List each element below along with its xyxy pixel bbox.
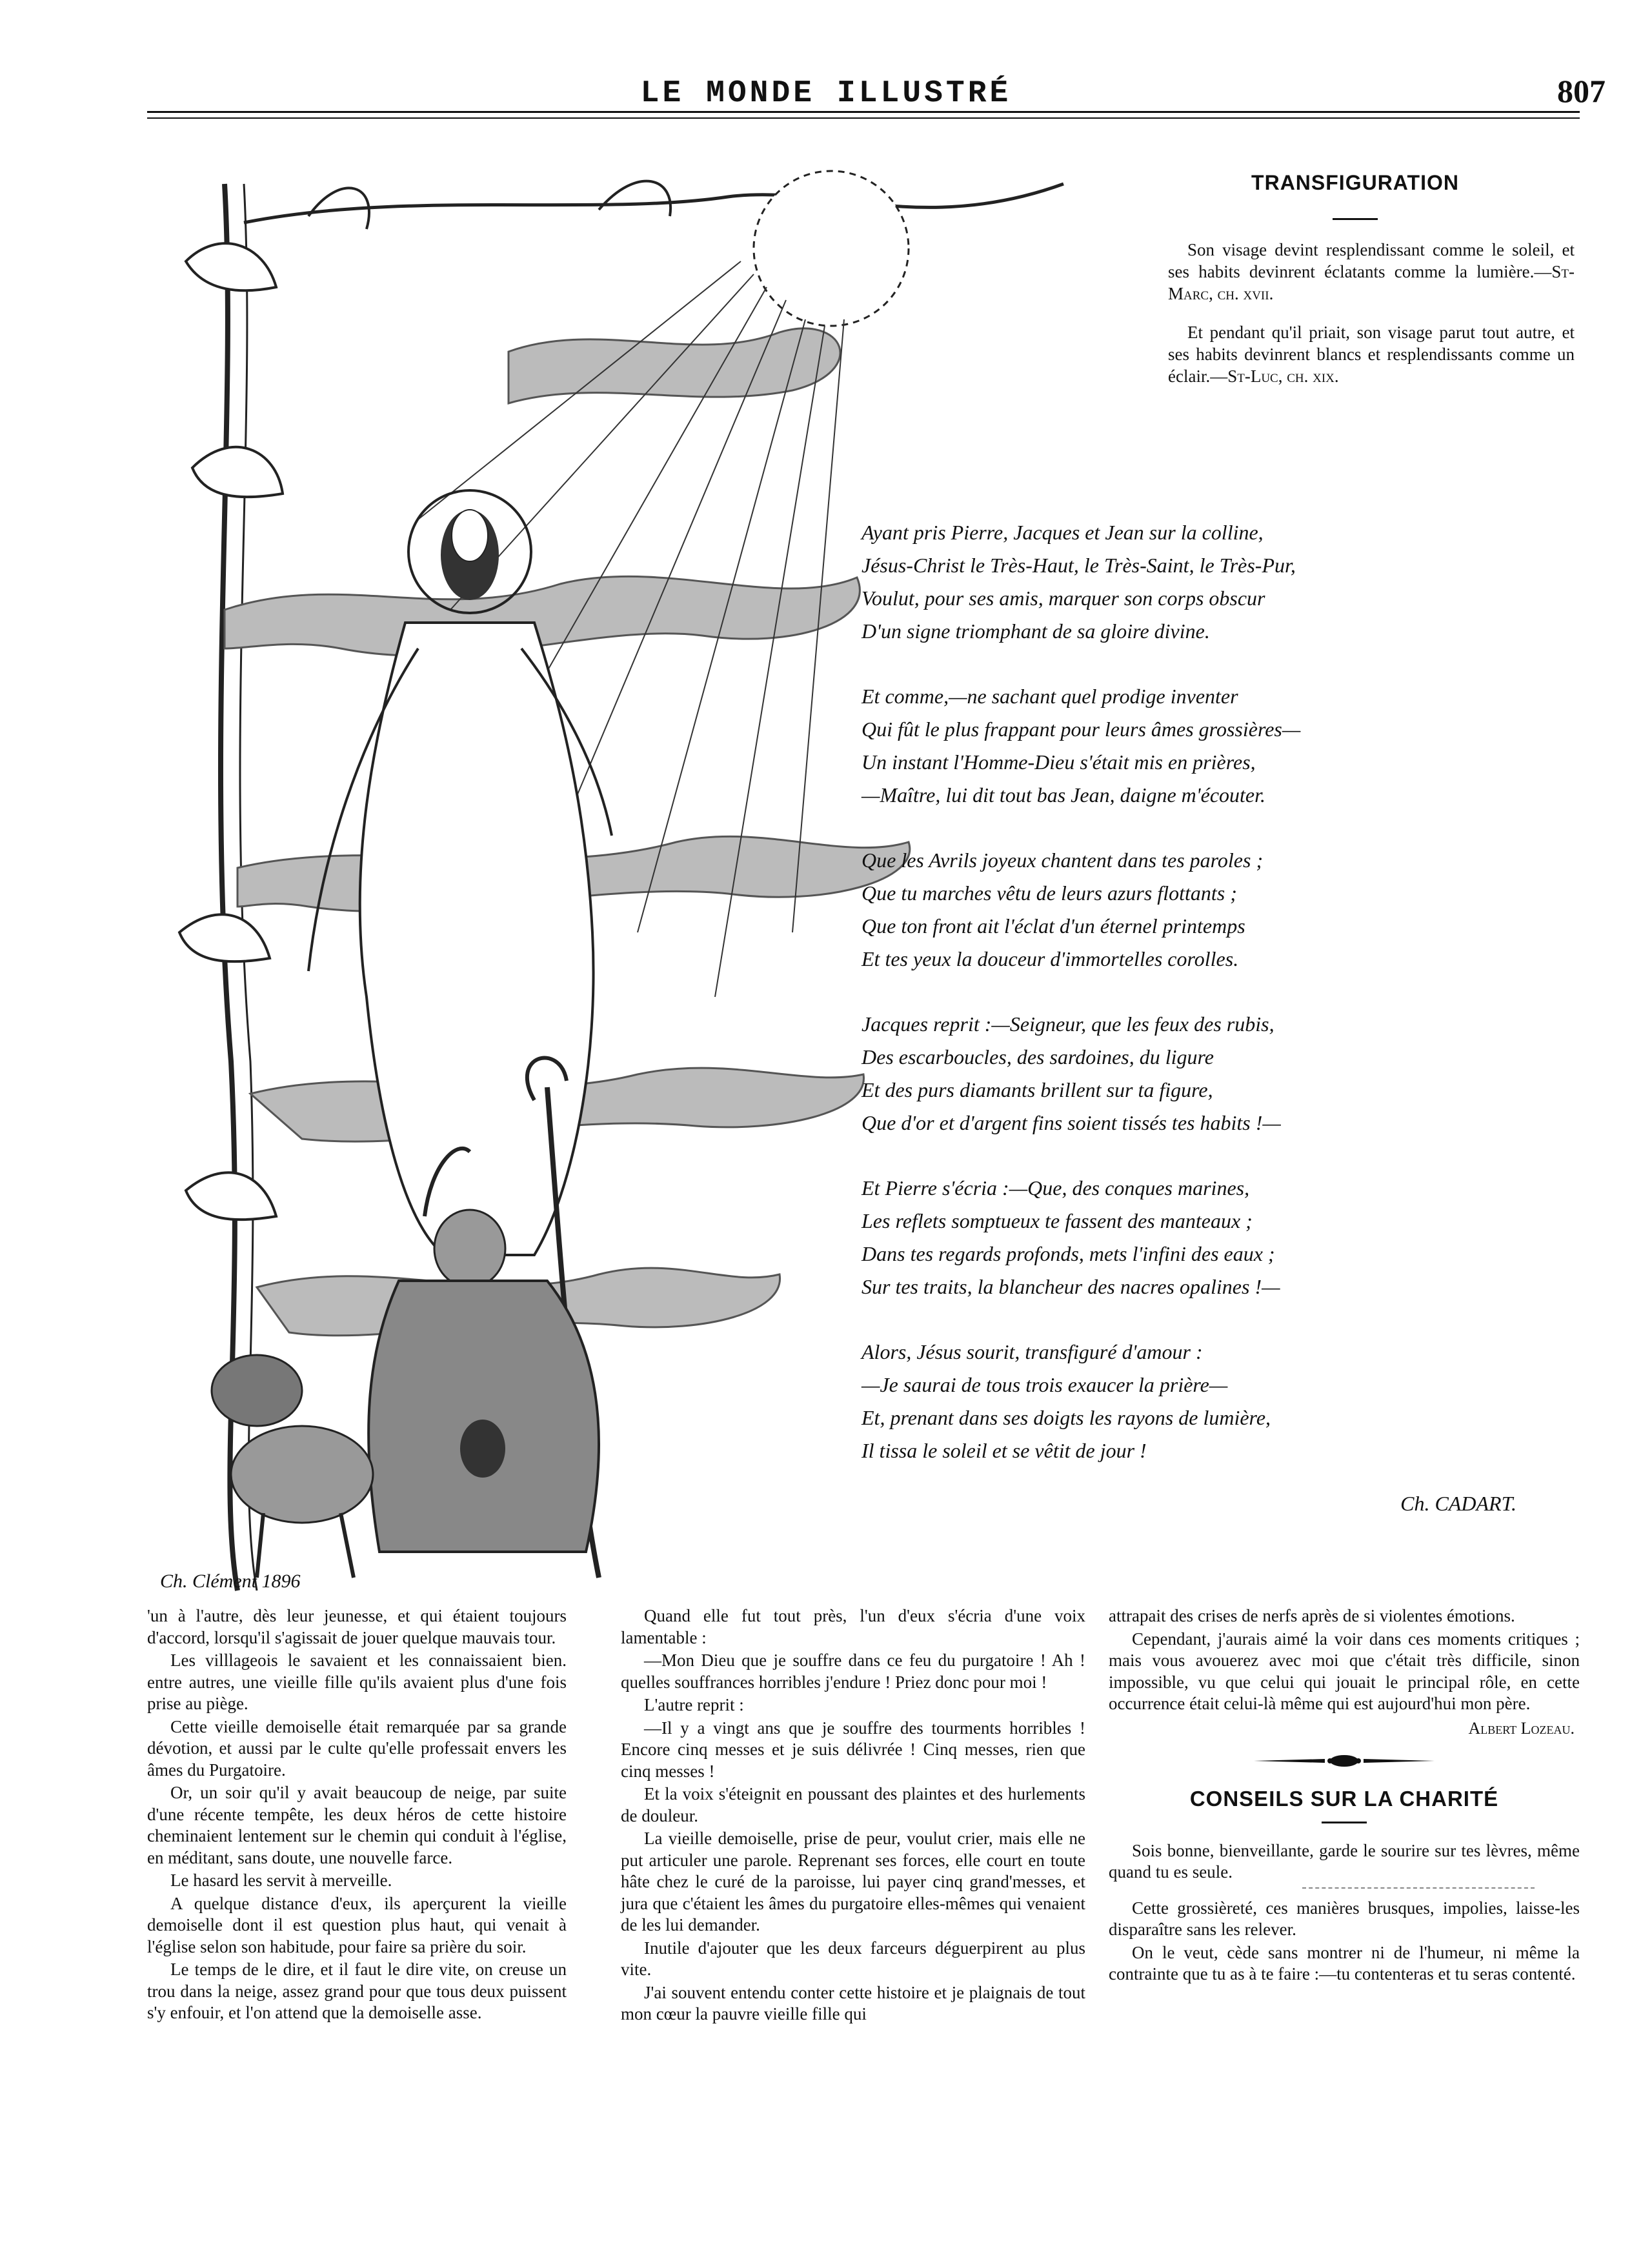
- title-dash: [1333, 218, 1378, 220]
- page-number: 807: [1557, 73, 1606, 109]
- poem-line: Que ton front ait l'éclat d'un éternel printemps: [861, 914, 1245, 938]
- poem-line: —Maître, lui dit tout bas Jean, daigne m'écouter.: [861, 783, 1266, 807]
- artist-signature: Ch. Clément 1896: [160, 1571, 301, 1592]
- poem-line: Sur tes traits, la blancheur des nacres opalines !—: [861, 1275, 1280, 1298]
- poem-line: Des escarboucles, des sardoines, du ligure: [861, 1045, 1214, 1069]
- section-title-charite: CONSEILS SUR LA CHARITÉ: [1189, 1787, 1499, 1811]
- paragraph: Le hasard les servit à merveille.: [170, 1871, 392, 1890]
- paragraph: Cette vieille demoiselle était remarquée par sa grande dévotion, et aussi par le culte qu'elle professait envers les âmes du Purgatoire.: [147, 1716, 567, 1780]
- epigraph-1-ref: St-Marc, ch. xvii.: [1168, 262, 1575, 303]
- poem-line: Jésus-Christ le Très-Haut, le Très-Saint, le Très-Pur,: [861, 554, 1296, 577]
- poem-line: Jacques reprit :—Seigneur, que les feux des rubis,: [861, 1012, 1274, 1036]
- paragraph: Les villlageois le savaient et les connaissaient bien. entre autres, une vieille fille qu'ils avaient plus d'une fois prise au piège.: [147, 1651, 567, 1713]
- epigraph-1: [1168, 239, 1575, 305]
- epigraph-1-text: Son visage devint resplendissant comme le soleil, et ses habits devinrent éclatants comme la lumière.—: [1168, 240, 1575, 281]
- poem-line: Les reflets somptueux te fassent des manteaux ;: [861, 1209, 1253, 1232]
- paragraph: Cependant, j'aurais aimé la voir dans ces moments critiques ; mais vous avouerez avec moi que c'était très difficile, sinon impossible, vu que celui qui jouait le principal rôle, en cette occurrence était celui-là même qui est aujourd'hui mon père.: [1109, 1629, 1580, 1713]
- poem-line: Ayant pris Pierre, Jacques et Jean sur la colline,: [861, 521, 1264, 544]
- paragraph: Or, un soir qu'il y avait beaucoup de neige, par suite d'une récente tempête, les deux héros de cette histoire cheminaient lentement sur le chemin qui conduit à l'église, en méditant, sans doute, une nouvelle farce.: [147, 1783, 567, 1867]
- header-rule-bottom: [147, 117, 1580, 119]
- poem-author: Ch. CADART.: [1400, 1492, 1516, 1515]
- poem-line: Il tissa le soleil et se vêtit de jour !: [861, 1439, 1147, 1462]
- poem-line: Que d'or et d'argent fins soient tissés tes habits !—: [861, 1111, 1281, 1134]
- epigraph-2: [1168, 321, 1575, 387]
- epigraph-2-ref: St-Luc, ch. xix.: [1227, 366, 1339, 386]
- story-column-2: [621, 1605, 1085, 2027]
- stanza-3: [861, 844, 1507, 976]
- poem-line: Et des purs diamants brillent sur ta figure,: [861, 1078, 1213, 1101]
- animal: [212, 1355, 373, 1578]
- paragraph: Et la voix s'éteignit en poussant des plaintes et des hurlements de douleur.: [621, 1784, 1085, 1825]
- paragraph: Quand elle fut tout près, l'un d'eux s'écria d'une voix lamentable :: [621, 1606, 1085, 1647]
- paragraph: La vieille demoiselle, prise de peur, voulut crier, mais elle ne put articuler une parole. Reprenant ses forces, elle court en toute hâte chez le curé de la paroisse, lui payer cinq grand'messes, et jura que c'étaient les âmes du purgatoire elles-mêmes qui venaient de les lui demander.: [621, 1829, 1085, 1934]
- paragraph: L'autre reprit :: [644, 1695, 744, 1714]
- poem-line: Et, prenant dans ses doigts les rayons de lumière,: [861, 1406, 1271, 1429]
- poem-line: Un instant l'Homme-Dieu s'était mis en prières,: [861, 750, 1256, 774]
- story-column-1: [147, 1605, 567, 2025]
- poem-line: Voulut, pour ses amis, marquer son corps obscur: [861, 587, 1265, 610]
- paragraph: attrapait des crises de nerfs après de si violentes émotions.: [1109, 1606, 1515, 1625]
- paragraph: Inutile d'ajouter que les deux farceurs déguerpirent au plus vite.: [621, 1938, 1085, 1979]
- paragraph: On le veut, cède sans montrer ni de l'humeur, ni même la contrainte que tu as à te faire :—tu contenteras et tu seras contenté.: [1109, 1942, 1580, 1983]
- section-title-transfiguration: TRANSFIGURATION: [1251, 171, 1459, 194]
- poem-line: Et Pierre s'écria :—Que, des conques marines,: [861, 1176, 1250, 1200]
- paragraph: A quelque distance d'eux, ils aperçurent la vieille demoiselle dont il est question plus haut, qui venait à l'église selon son habitude, pour faire sa prière du soir.: [147, 1893, 567, 1956]
- header-rule-top: [147, 111, 1580, 113]
- poem-line: Et tes yeux la douceur d'immortelles corolles.: [861, 947, 1239, 970]
- paragraph: J'ai souvent entendu conter cette histoire et je plaignais de tout mon cœur la pauvre vieille fille qui: [621, 1982, 1085, 2023]
- poem-line: —Je saurai de tous trois exaucer la prière—: [861, 1373, 1228, 1396]
- poem-line: Alors, Jésus sourit, transfiguré d'amour :: [861, 1340, 1203, 1363]
- story-signature: Albert Lozeau.: [1468, 1718, 1575, 1738]
- sun: [754, 171, 909, 326]
- poem-line: Qui fût le plus frappant pour leurs âmes grossières—: [861, 718, 1301, 741]
- poem-line: Que tu marches vêtu de leurs azurs flottants ;: [861, 881, 1237, 905]
- poem-line: Dans tes regards profonds, mets l'infini des eaux ;: [861, 1242, 1275, 1265]
- ornament-divider: [1254, 1753, 1435, 1769]
- journal-title: LE MONDE ILLUSTRÉ: [640, 76, 1012, 111]
- poem-line: Et comme,—ne sachant quel prodige inventer: [861, 685, 1238, 708]
- poem-line: D'un signe triomphant de sa gloire divine.: [861, 619, 1210, 643]
- paragraph: —Il y a vingt ans que je souffre des tourments horribles ! Encore cinq messes et je suis délivrée ! Cinq messes, rien que cinq messes !: [621, 1718, 1085, 1781]
- epigraph-2-text: Et pendant qu'il priait, son visage parut tout autre, et ses habits devinrent blancs et resplendissants comme un éclair.—: [1168, 323, 1575, 386]
- poem-line: Que les Avrils joyeux chantent dans tes paroles ;: [861, 848, 1264, 872]
- stanza-6: [861, 1336, 1507, 1467]
- dotted-rule: [1302, 1887, 1535, 1889]
- stanza-4: [861, 1008, 1507, 1140]
- paragraph: Le temps de le dire, et il faut le dire vite, on creuse un trou dans la neige, assez grand pour que tous deux puissent s'y enfouir, et l'on attend que la demoiselle asse.: [147, 1960, 567, 2022]
- paragraph: —Mon Dieu que je souffre dans ce feu du purgatoire ! Ah ! quelles souffrances horribles j'endure ! Priez donc pour moi !: [621, 1651, 1085, 1692]
- paragraph: 'un à l'autre, dès leur jeunesse, et qui étaient toujours d'accord, lorsqu'il s'agissait de jouer quelque mauvais tour.: [147, 1606, 567, 1647]
- paragraph: Sois bonne, bienveillante, garde le sourire sur tes lèvres, même quand tu es seule.: [1109, 1840, 1580, 1882]
- stanza-5: [861, 1172, 1507, 1303]
- poem: [861, 516, 1507, 1500]
- stanza-1: [861, 516, 1507, 648]
- title-dash: [1322, 1822, 1367, 1823]
- story-column-3: [1109, 1605, 1580, 1987]
- paragraph: Cette grossièreté, ces manières brusques, impolies, laisse-les disparaître sans les relever.: [1109, 1898, 1580, 1939]
- stanza-2: [861, 680, 1507, 812]
